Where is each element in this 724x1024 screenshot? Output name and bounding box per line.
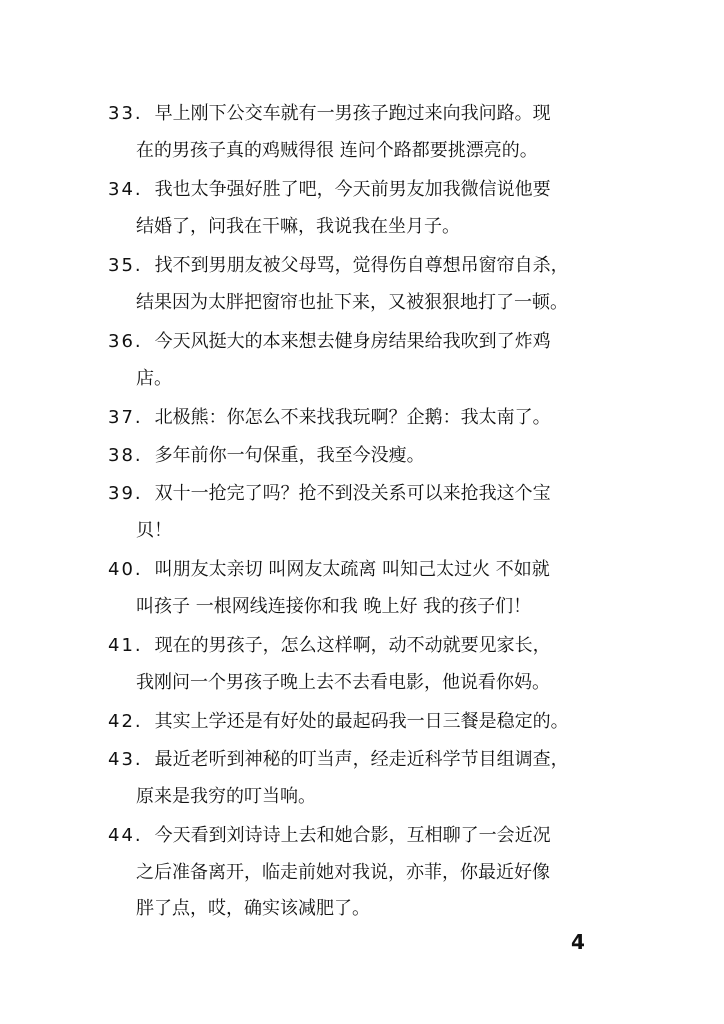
item-continuation-line: 叫孩子 一根网线连接你和我 晚上好 我的孩子们！ xyxy=(136,595,532,617)
item-number: 36. xyxy=(108,331,143,352)
joke-item-40 xyxy=(108,552,628,625)
item-first-line xyxy=(108,742,628,779)
item-text: 今天风挺大的本来想去健身房结果给我吹到了炸鸡 xyxy=(154,331,551,352)
joke-item-44 xyxy=(108,818,628,928)
joke-item-33 xyxy=(108,96,628,169)
item-number: 38. xyxy=(108,445,143,466)
page-number: 4 xyxy=(571,930,585,954)
item-text: 双十一抢完了吗？抢不到没关系可以来抢我这个宝 xyxy=(154,483,551,504)
item-text: 北极熊：你怎么不来找我玩啊？企鹅：我太南了。 xyxy=(154,407,551,428)
item-text: 最近老听到神秘的叮当声，经走近科学节目组调查， xyxy=(154,749,569,770)
item-text: 早上刚下公交车就有一男孩子跑过来向我问路。现 xyxy=(154,103,551,124)
item-continuation-line: 原来是我穷的叮当响。 xyxy=(136,785,316,807)
joke-item-35 xyxy=(108,248,628,321)
item-text: 我也太争强好胜了吧，今天前男友加我微信说他要 xyxy=(154,179,551,200)
joke-item-42 xyxy=(108,704,628,741)
item-text: 多年前你一句保重，我至今没瘦。 xyxy=(154,445,425,466)
joke-item-39 xyxy=(108,476,628,549)
item-continuation-line: 店。 xyxy=(136,367,172,389)
item-continuation-line: 在的男孩子真的鸡贼得很 连问个路都要挑漂亮的。 xyxy=(136,139,538,161)
item-text: 其实上学还是有好处的最起码我一日三餐是稳定的。 xyxy=(154,711,569,732)
item-first-line xyxy=(108,628,628,665)
item-first-line xyxy=(108,476,628,513)
item-number: 43. xyxy=(108,749,143,770)
item-first-line xyxy=(108,704,628,741)
item-first-line xyxy=(108,324,628,361)
item-text: 今天看到刘诗诗上去和她合影，互相聊了一会近况 xyxy=(154,825,551,846)
item-first-line xyxy=(108,248,628,285)
joke-item-41 xyxy=(108,628,628,701)
item-number: 44. xyxy=(108,825,143,846)
item-number: 39. xyxy=(108,483,143,504)
item-number: 40. xyxy=(108,559,143,580)
item-continuation-line: 我刚问一个男孩子晚上去不去看电影，他说看你妈。 xyxy=(136,671,550,693)
item-continuation-line: 结果因为太胖把窗帘也扯下来，又被狠狠地打了一顿。 xyxy=(136,291,568,313)
item-number: 41. xyxy=(108,635,143,656)
item-first-line xyxy=(108,96,628,133)
item-text: 找不到男朋友被父母骂，觉得伤自尊想吊窗帘自杀， xyxy=(154,255,569,276)
item-number: 35. xyxy=(108,255,143,276)
item-text: 叫朋友太亲切 叫网友太疏离 叫知己太过火 不如就 xyxy=(154,559,550,580)
joke-item-34 xyxy=(108,172,628,245)
item-continuation-line: 结婚了，问我在干嘛，我说我在坐月子。 xyxy=(136,215,460,237)
item-first-line xyxy=(108,172,628,209)
joke-item-38 xyxy=(108,438,628,475)
item-number: 37. xyxy=(108,407,143,428)
item-number: 33. xyxy=(108,103,143,124)
item-first-line xyxy=(108,552,628,589)
item-first-line xyxy=(108,438,628,475)
joke-item-43 xyxy=(108,742,628,815)
item-continuation-line: 之后准备离开，临走前她对我说，亦菲，你最近好像 xyxy=(136,861,550,883)
item-first-line xyxy=(108,818,628,855)
item-continuation-line: 胖了点，哎，确实该减肥了。 xyxy=(136,898,370,919)
item-first-line xyxy=(108,400,628,437)
item-number: 34. xyxy=(108,179,143,200)
item-continuation-line: 贝！ xyxy=(136,519,172,541)
joke-item-37 xyxy=(108,400,628,437)
joke-item-36 xyxy=(108,324,628,397)
item-number: 42. xyxy=(108,711,143,732)
item-text: 现在的男孩子，怎么这样啊，动不动就要见家长， xyxy=(154,635,551,656)
